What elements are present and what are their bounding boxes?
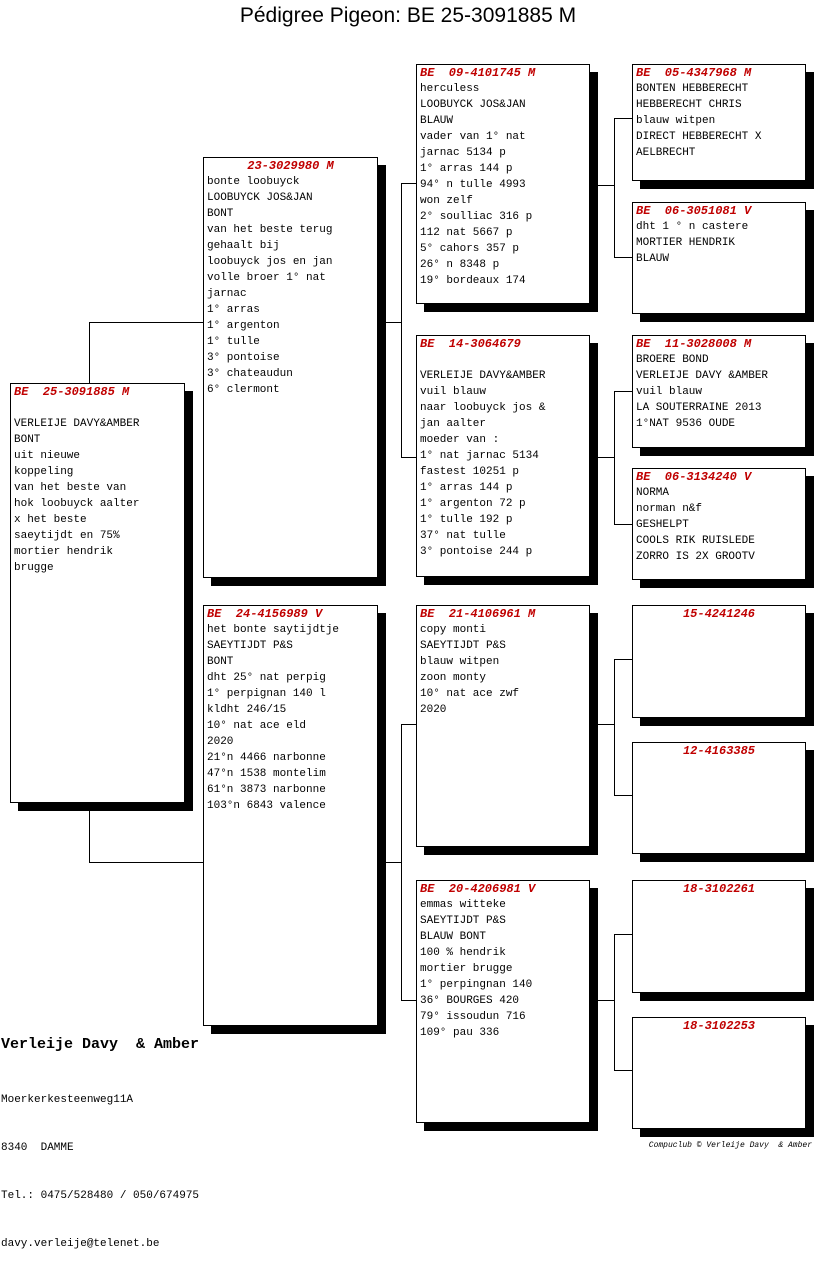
connector-line <box>598 1000 614 1001</box>
detail-line: MORTIER HENDRIK <box>636 237 736 249</box>
detail-line: emmas witteke <box>420 899 506 911</box>
detail-line: 1° arras <box>207 304 260 316</box>
detail-line: HEBBERECHT CHRIS <box>636 99 742 111</box>
connector-line <box>377 322 401 323</box>
detail-line: copy monti <box>420 624 487 636</box>
detail-line: het bonte saytijdtje <box>207 624 340 636</box>
detail-line: uit nieuwe <box>14 450 81 462</box>
detail-line: 36° BOURGES 420 <box>420 995 520 1007</box>
ring-number: BE 09-4101745 M <box>420 66 536 80</box>
connector-line <box>401 724 402 1000</box>
detail-line: 2° soulliac 316 p <box>420 211 533 223</box>
connector-line <box>614 1070 633 1071</box>
breeder-email: davy.verleije@telenet.be <box>1 1238 160 1250</box>
detail-line: ZORRO IS 2X GROOTV <box>636 551 755 563</box>
detail-line: LA SOUTERRAINE 2013 <box>636 402 762 414</box>
detail-line: 37° nat tulle <box>420 530 506 542</box>
ring-number: BE 05-4347968 M <box>636 66 752 80</box>
great-grandparent-card <box>632 605 806 718</box>
detail-line: 1° perpignan 140 l <box>207 688 326 700</box>
ring-number: BE 21-4106961 M <box>420 607 536 621</box>
great-grandparent-card <box>632 1017 806 1129</box>
detail-line: hok loobuyck aalter <box>14 498 140 510</box>
connector-line <box>614 659 633 660</box>
great-grandparent-card <box>632 335 806 448</box>
maternal-grandfather-card <box>416 605 590 847</box>
detail-line: 1° arras 144 p <box>420 482 513 494</box>
detail-line: blauw witpen <box>420 656 500 668</box>
connector-line <box>89 802 90 862</box>
great-grandparent-card <box>632 64 806 181</box>
detail-line: BLAUW <box>420 115 454 127</box>
detail-line: zoon monty <box>420 672 487 684</box>
breeder-address: Moerkerkesteenweg11A <box>1 1094 134 1106</box>
detail-line: van het beste terug <box>207 224 333 236</box>
ring-number: BE 14-3064679 <box>420 337 521 351</box>
detail-line: NORMA <box>636 487 670 499</box>
detail-line: 79° issoudun 716 <box>420 1011 526 1023</box>
detail-line: LOOBUYCK JOS&JAN <box>420 99 526 111</box>
ring-number: 15-4241246 <box>682 607 755 621</box>
detail-line: BONT <box>207 656 234 668</box>
detail-line: 100 % hendrik <box>420 947 506 959</box>
detail-line: 10° nat ace eld <box>207 720 307 732</box>
credit-line: Compuclub © Verleije Davy & Amber <box>648 1141 812 1150</box>
father-card <box>203 157 378 578</box>
pigeon-details <box>636 219 802 267</box>
detail-line: 6° clermont <box>207 384 280 396</box>
ring-number: BE 25-3091885 M <box>14 385 130 399</box>
pigeon-details <box>636 485 802 565</box>
detail-line: GESHELPT <box>636 519 689 531</box>
detail-line: 3° pontoise 244 p <box>420 546 533 558</box>
connector-line <box>598 724 614 725</box>
detail-line: koppeling <box>14 466 74 478</box>
detail-line: 2020 <box>207 736 234 748</box>
connector-line <box>89 322 90 384</box>
pigeon-details <box>420 897 586 1041</box>
pigeon-details <box>420 622 586 718</box>
connector-line <box>89 862 204 863</box>
paternal-grandmother-card <box>416 335 590 577</box>
detail-line: jan aalter <box>420 418 487 430</box>
detail-line: 109° pau 336 <box>420 1027 500 1039</box>
ring-number: 18-3102261 <box>682 882 755 896</box>
detail-line: saeytijdt en 75% <box>14 530 120 542</box>
detail-line: 1° tulle <box>207 336 260 348</box>
ring-number: BE 20-4206981 V <box>420 882 536 896</box>
connector-line <box>614 118 633 119</box>
detail-line: vader van 1° nat <box>420 131 526 143</box>
connector-line <box>401 457 417 458</box>
detail-line: VERLEIJE DAVY&AMBER <box>420 370 546 382</box>
breeder-phone: Tel.: 0475/528480 / 050/674975 <box>1 1190 200 1202</box>
detail-line: 1° argenton <box>207 320 280 332</box>
detail-line: blauw witpen <box>636 115 716 127</box>
connector-line <box>614 659 615 795</box>
connector-line <box>614 391 615 524</box>
connector-line <box>614 524 633 525</box>
connector-line <box>614 257 633 258</box>
detail-line: BLAUW BONT <box>420 931 487 943</box>
detail-line: 94° n tulle 4993 <box>420 179 526 191</box>
detail-line: brugge <box>14 562 54 574</box>
connector-line <box>614 934 615 1070</box>
detail-line: vuil blauw <box>636 386 703 398</box>
connector-line <box>401 724 417 725</box>
detail-line: 2020 <box>420 704 447 716</box>
page-title: Pédigree Pigeon: BE 25-3091885 M <box>239 4 577 27</box>
detail-line: BONT <box>207 208 234 220</box>
great-grandparent-card <box>632 742 806 854</box>
pigeon-details <box>636 352 802 432</box>
detail-line: gehaalt bij <box>207 240 280 252</box>
detail-line: 21°n 4466 narbonne <box>207 752 326 764</box>
pigeon-details <box>420 352 586 560</box>
detail-line: VERLEIJE DAVY&AMBER <box>14 418 140 430</box>
detail-line: loobuyck jos en jan <box>207 256 333 268</box>
connector-line <box>614 934 633 935</box>
detail-line: SAEYTIJDT P&S <box>420 640 506 652</box>
detail-line: 1° perpingnan 140 <box>420 979 533 991</box>
ring-number: 18-3102253 <box>682 1019 755 1033</box>
detail-line: 3° chateaudun <box>207 368 293 380</box>
detail-line: vuil blauw <box>420 386 487 398</box>
connector-line <box>377 862 401 863</box>
detail-line: 1° tulle 192 p <box>420 514 513 526</box>
detail-line: norman n&f <box>636 503 703 515</box>
detail-line: dht 1 ° n castere <box>636 221 749 233</box>
connector-line <box>614 391 633 392</box>
detail-line: 61°n 3873 narbonne <box>207 784 326 796</box>
detail-line: kldht 246/15 <box>207 704 287 716</box>
detail-line: jarnac 5134 p <box>420 147 506 159</box>
detail-line: VERLEIJE DAVY &AMBER <box>636 370 769 382</box>
detail-line: 1° nat jarnac 5134 <box>420 450 539 462</box>
breeder-name: Verleije Davy & Amber <box>1 1036 200 1053</box>
subject-pigeon-card <box>10 383 185 803</box>
ring-number: BE 06-3051081 V <box>636 204 752 218</box>
great-grandparent-card <box>632 202 806 314</box>
pigeon-details <box>207 174 374 398</box>
detail-line: dht 25° nat perpig <box>207 672 326 684</box>
detail-line: 1°NAT 9536 OUDE <box>636 418 736 430</box>
great-grandparent-card <box>632 880 806 993</box>
ring-number: BE 11-3028008 M <box>636 337 752 351</box>
detail-line: bonte loobuyck <box>207 176 300 188</box>
detail-line: naar loobuyck jos & <box>420 402 546 414</box>
detail-line <box>420 352 586 368</box>
detail-line: x het beste <box>14 514 87 526</box>
detail-line: 10° nat ace zwf <box>420 688 520 700</box>
connector-line <box>614 795 633 796</box>
detail-line: SAEYTIJDT P&S <box>420 915 506 927</box>
pigeon-details <box>636 81 802 161</box>
detail-line: LOOBUYCK JOS&JAN <box>207 192 313 204</box>
connector-line <box>89 322 204 323</box>
ring-number: BE 24-4156989 V <box>207 607 323 621</box>
detail-line: won zelf <box>420 195 473 207</box>
detail-line: 26° n 8348 p <box>420 259 500 271</box>
pigeon-details <box>420 81 586 289</box>
breeder-city: 8340 DAMME <box>1 1142 74 1154</box>
detail-line: 1° arras 144 p <box>420 163 513 175</box>
detail-line: BONT <box>14 434 41 446</box>
detail-line: SAEYTIJDT P&S <box>207 640 293 652</box>
detail-line: BONTEN HEBBERECHT <box>636 83 749 95</box>
detail-line: COOLS RIK RUISLEDE <box>636 535 755 547</box>
maternal-grandmother-card <box>416 880 590 1123</box>
connector-line <box>401 1000 417 1001</box>
detail-line: 112 nat 5667 p <box>420 227 513 239</box>
ring-number: 23-3029980 M <box>247 159 334 173</box>
detail-line: BROERE BOND <box>636 354 709 366</box>
paternal-grandfather-card <box>416 64 590 304</box>
breeder-contact <box>1 1060 199 1268</box>
detail-line: BLAUW <box>636 253 670 265</box>
detail-line <box>14 400 181 416</box>
connector-line <box>401 183 417 184</box>
ring-number: BE 06-3134240 V <box>636 470 752 484</box>
detail-line: 47°n 1538 montelim <box>207 768 326 780</box>
detail-line: volle broer 1° nat <box>207 272 326 284</box>
detail-line: 1° argenton 72 p <box>420 498 526 510</box>
mother-card <box>203 605 378 1026</box>
detail-line: van het beste van <box>14 482 127 494</box>
detail-line: mortier brugge <box>420 963 513 975</box>
detail-line: 19° bordeaux 174 <box>420 275 526 287</box>
connector-line <box>614 118 615 257</box>
detail-line: AELBRECHT <box>636 147 696 159</box>
pigeon-details <box>14 400 181 576</box>
ring-number: 12-4163385 <box>682 744 755 758</box>
great-grandparent-card <box>632 468 806 580</box>
detail-line: moeder van : <box>420 434 500 446</box>
detail-line: mortier hendrik <box>14 546 114 558</box>
pigeon-details <box>207 622 374 814</box>
detail-line: 3° pontoise <box>207 352 280 364</box>
detail-line: DIRECT HEBBERECHT X <box>636 131 762 143</box>
detail-line: jarnac <box>207 288 247 300</box>
detail-line: 5° cahors 357 p <box>420 243 520 255</box>
detail-line: herculess <box>420 83 480 95</box>
detail-line: fastest 10251 p <box>420 466 520 478</box>
detail-line: 103°n 6843 valence <box>207 800 326 812</box>
connector-line <box>598 457 614 458</box>
connector-line <box>598 185 614 186</box>
connector-line <box>401 183 402 457</box>
